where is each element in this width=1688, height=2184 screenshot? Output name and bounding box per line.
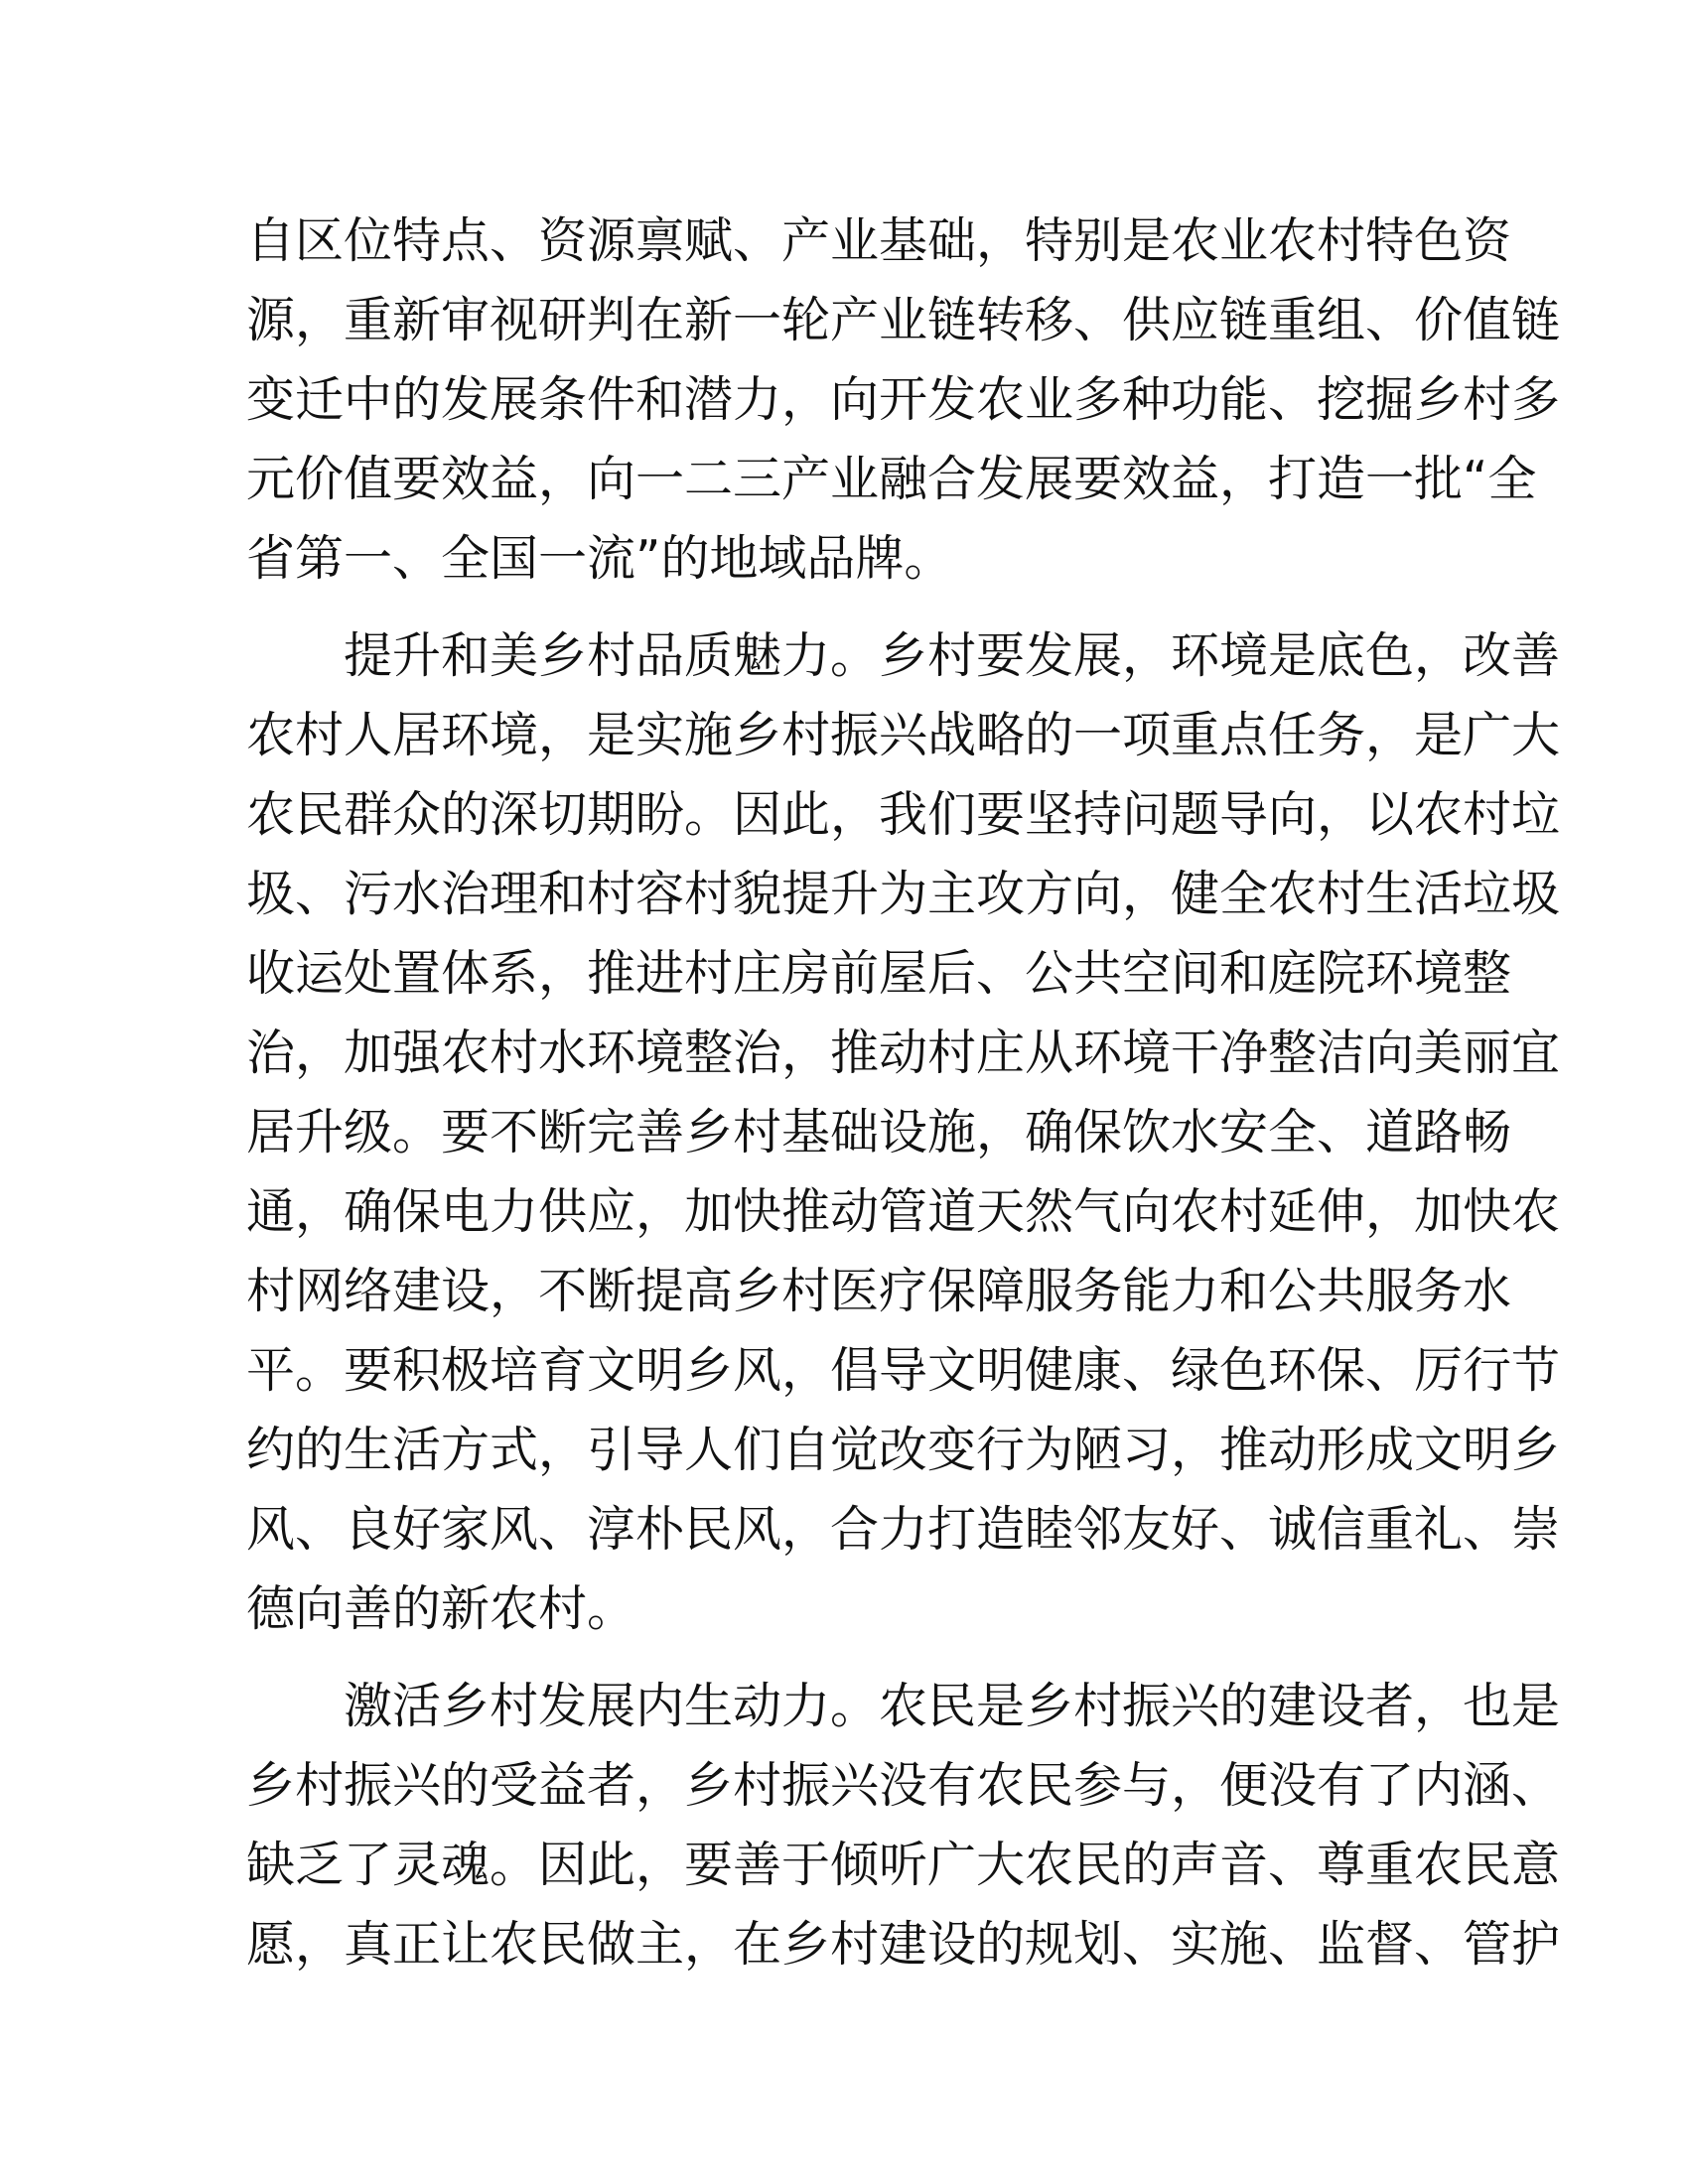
text-line: 省第一、全国一流”的地域品牌。 (246, 530, 953, 587)
text-line: 治，加强农村水环境整治，推动村庄从环境干净整洁向美丽宜 (246, 1024, 1561, 1081)
text-line: 元价值要效益，向一二三产业融合发展要效益，打造一批“全 (246, 451, 1537, 507)
text-line: 愿，真正让农民做主，在乡村建设的规划、实施、监督、管护 (246, 1916, 1561, 1973)
text-line: 收运处置体系，推进村庄房前屋后、公共空间和庭院环境整 (246, 945, 1512, 1002)
text-line: 缺乏了灵魂。因此，要善于倾听广大农民的声音、尊重农民意 (246, 1837, 1561, 1893)
text-line: 源，重新审视研判在新一轮产业链转移、供应链重组、价值链 (246, 292, 1561, 348)
text-line: 居升级。要不断完善乡村基础设施，确保饮水安全、道路畅 (246, 1104, 1512, 1160)
text-line: 平。要积极培育文明乡风，倡导文明健康、绿色环保、厉行节 (246, 1342, 1561, 1399)
text-line: 风、良好家风、淳朴民风，合力打造睦邻友好、诚信重礼、崇 (246, 1501, 1561, 1558)
text-line: 农民群众的深切期盼。因此，我们要坚持问题导向，以农村垃 (246, 786, 1561, 843)
text-line: 圾、污水治理和村容村貌提升为主攻方向，健全农村生活垃圾 (246, 866, 1561, 922)
text-line: 激活乡村发展内生动力。农民是乡村振兴的建设者，也是 (344, 1678, 1561, 1734)
text-line: 乡村振兴的受益者，乡村振兴没有农民参与，便没有了内涵、 (246, 1757, 1561, 1814)
document-page (246, 202, 1561, 2002)
paragraph-2 (246, 616, 1561, 1649)
text-line: 变迁中的发展条件和潜力，向开发农业多种功能、挖掘乡村多 (246, 371, 1561, 428)
text-line: 自区位特点、资源禀赋、产业基础，特别是农业农村特色资 (246, 212, 1512, 269)
paragraph-1 (246, 202, 1561, 599)
text-line: 村网络建设，不断提高乡村医疗保障服务能力和公共服务水 (246, 1263, 1512, 1319)
text-line: 农村人居环境，是实施乡村振兴战略的一项重点任务，是广大 (246, 707, 1561, 763)
text-line: 约的生活方式，引导人们自觉改变行为陋习，推动形成文明乡 (246, 1422, 1561, 1478)
text-line: 通，确保电力供应，加快推动管道天然气向农村延伸，加快农 (246, 1183, 1561, 1240)
text-line: 德向善的新农村。 (246, 1580, 636, 1637)
text-line: 提升和美乡村品质魅力。乡村要发展，环境是底色，改善 (344, 627, 1561, 684)
paragraph-3 (246, 1667, 1561, 1984)
